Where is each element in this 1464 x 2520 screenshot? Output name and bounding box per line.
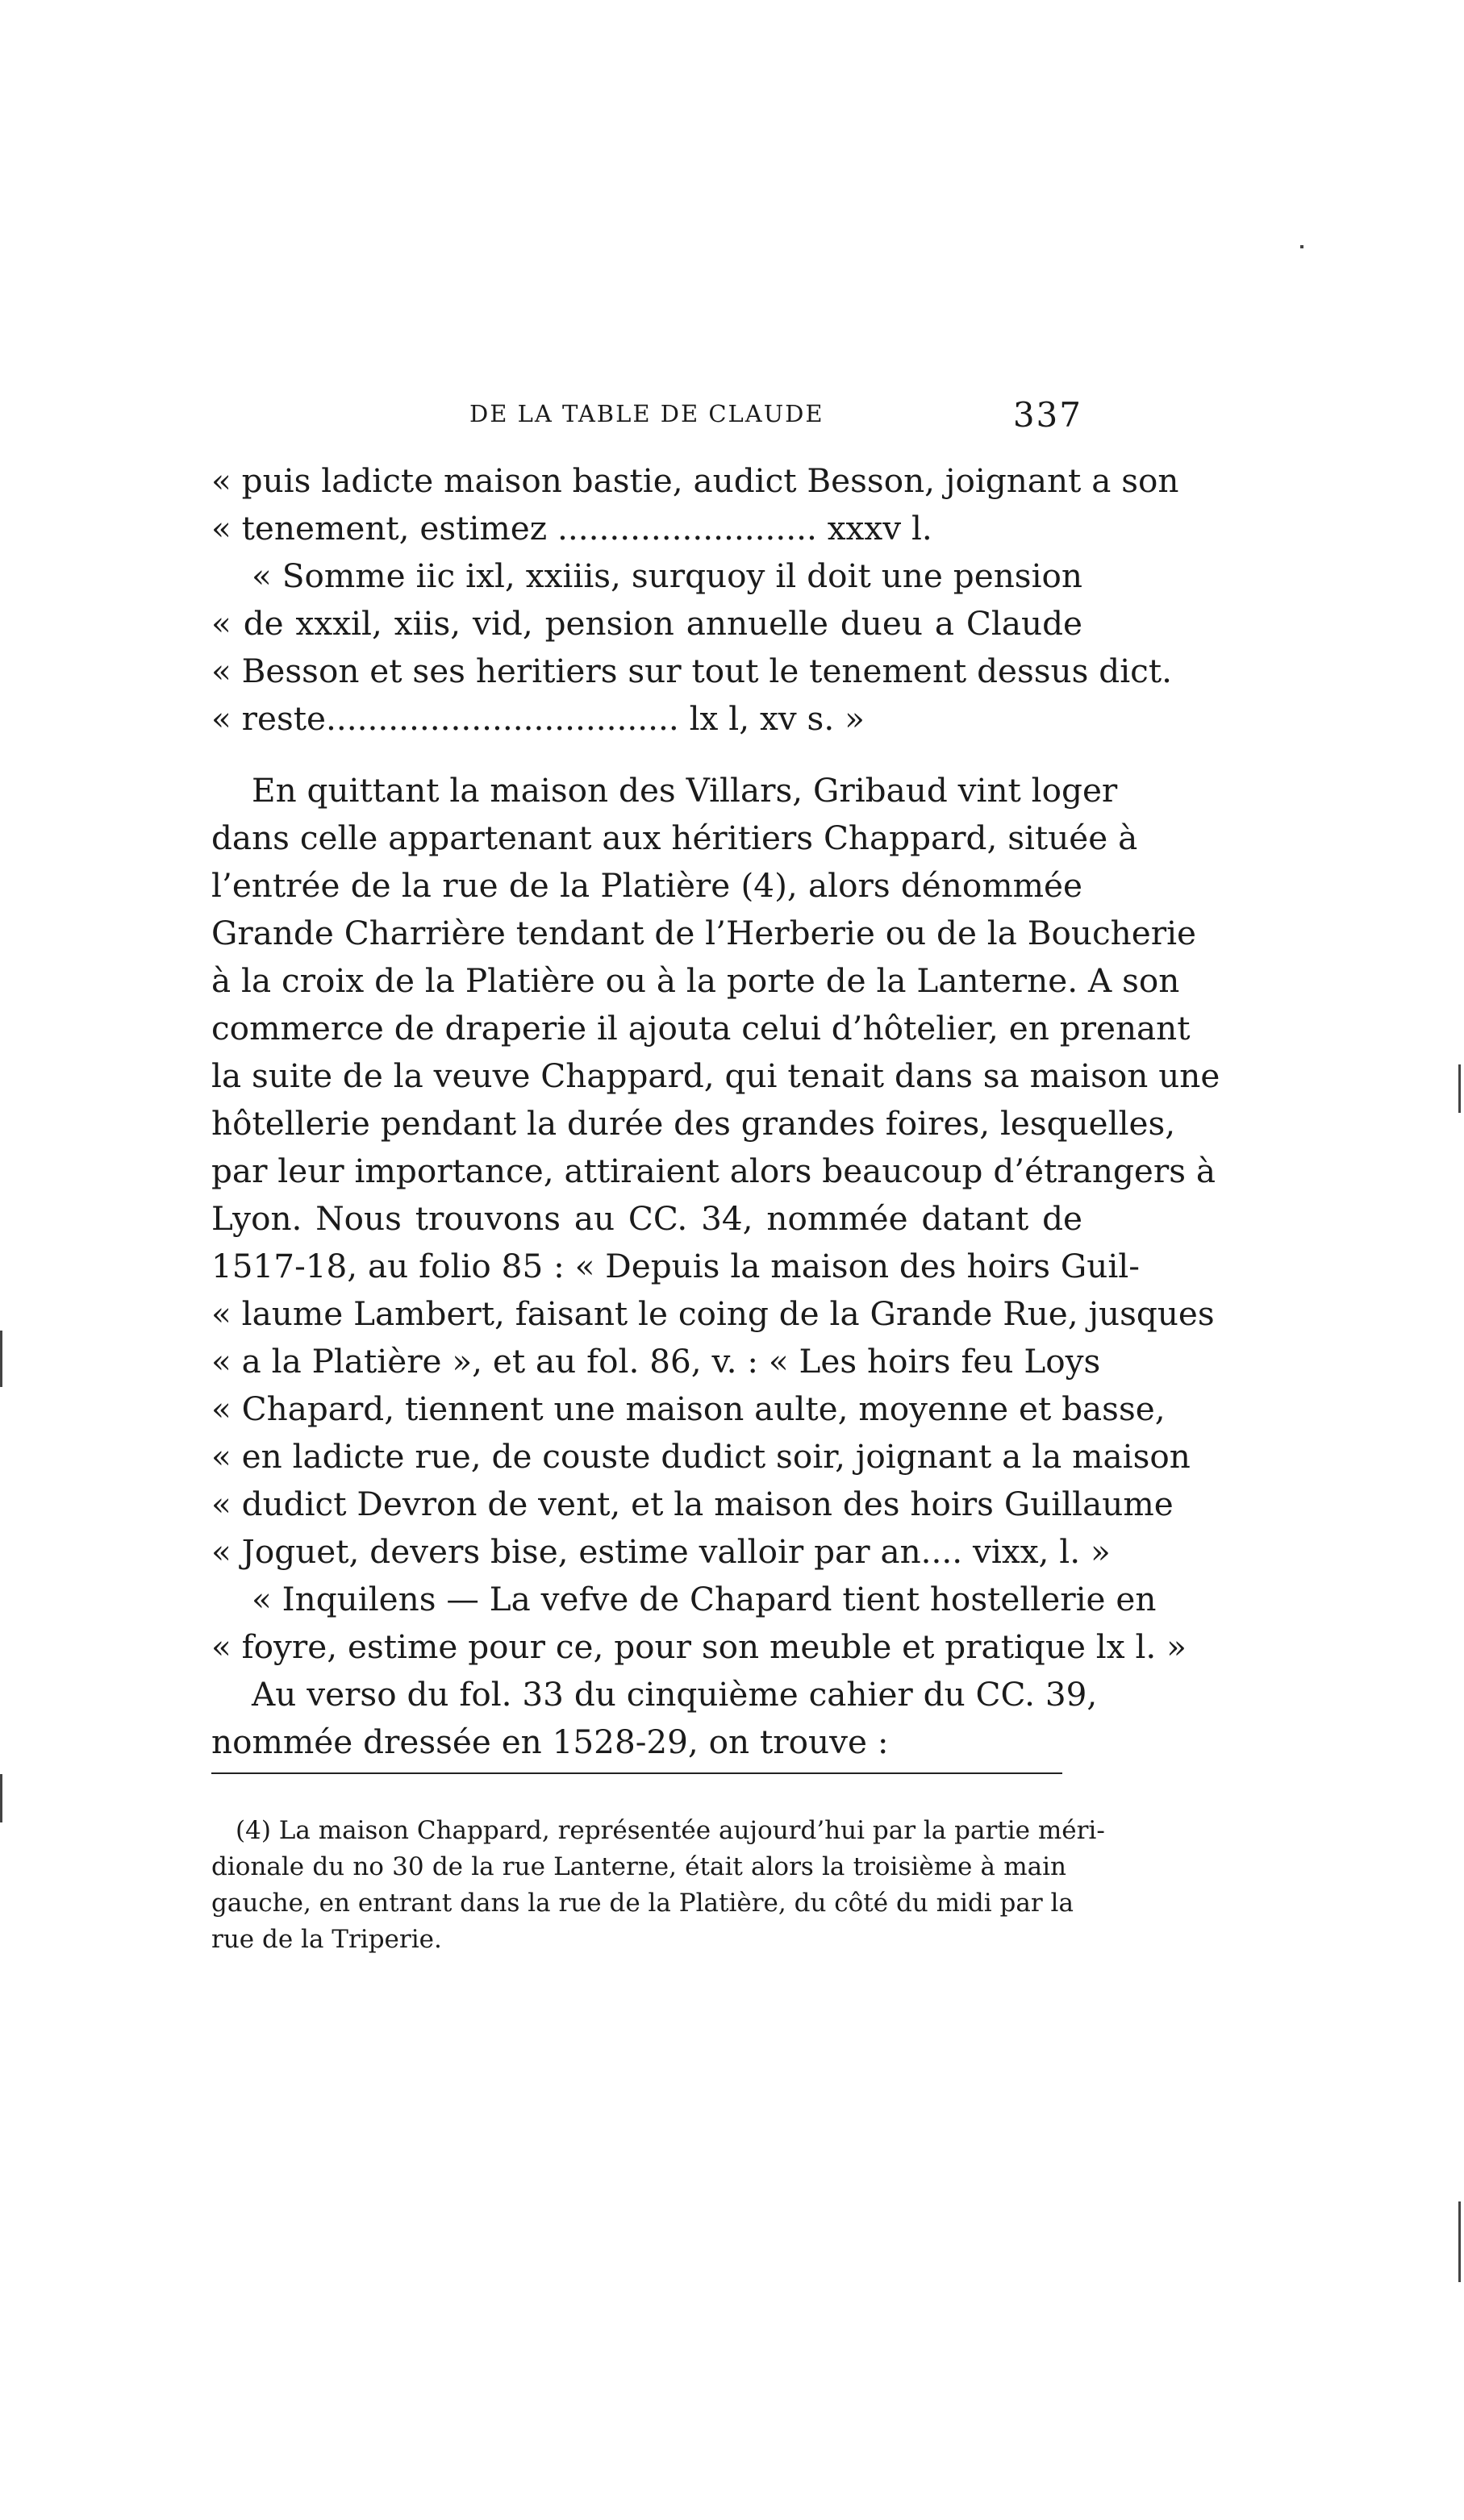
body-line: « a la Platière », et au fol. 86, v. : « Les hoirs feu Loys xyxy=(211,1342,1101,1381)
scan-dot xyxy=(1300,245,1303,248)
body-line: dans celle appartenant aux héritiers Chappard, située à xyxy=(211,818,1138,857)
body-line: « dudict Devron de vent, et la maison des hoirs Guillaume xyxy=(211,1485,1174,1523)
body-line: l’entrée de la rue de la Platière (4), alors dénommée xyxy=(211,866,1082,905)
body-line: « reste.................................. lx l, xv s. » xyxy=(211,699,865,738)
body-line: « Joguet, devers bise, estime valloir par an.... vixx, l. » xyxy=(211,1532,1111,1571)
body-line: « Besson et ses heritiers sur tout le tenement dessus dict. xyxy=(211,652,1172,690)
body-line: à la croix de la Platière ou à la porte de la Lanterne. A son xyxy=(211,961,1180,1000)
body-line: En quittant la maison des Villars, Gribaud vint loger xyxy=(252,771,1118,810)
body-line: « Inquilens — La vefve de Chapard tient hostellerie en xyxy=(252,1580,1157,1618)
body-line: par leur importance, attiraient alors beaucoup d’étrangers à xyxy=(211,1152,1216,1190)
body-line: « laume Lambert, faisant le coing de la Grande Rue, jusques xyxy=(211,1294,1215,1333)
footnote-line: (4) La maison Chappard, représentée aujourd’hui par la partie méri- xyxy=(236,1816,1105,1845)
footnote-line: rue de la Triperie. xyxy=(211,1925,442,1954)
page-header xyxy=(211,395,1082,444)
body-line: « tenement, estimez ......................... xxxv l. xyxy=(211,509,932,548)
body-line: la suite de la veuve Chappard, qui tenait dans sa maison une xyxy=(211,1056,1220,1095)
footnote-line: gauche, en entrant dans la rue de la Platière, du côté du midi par la xyxy=(211,1889,1074,1918)
body-line: commerce de draperie il ajouta celui d’hôtelier, en prenant xyxy=(211,1009,1191,1048)
scan-edge-mark xyxy=(1458,2201,1461,2282)
body-line: « foyre, estime pour ce, pour son meuble et pratique lx l. » xyxy=(211,1627,1187,1666)
scan-edge-mark xyxy=(0,1774,2,1822)
body-line: « en ladicte rue, de couste dudict soir, joignant a la maison xyxy=(211,1437,1191,1476)
body-line: « puis ladicte maison bastie, audict Besson, joignant a son xyxy=(211,461,1179,500)
scan-edge-mark xyxy=(1458,1064,1461,1113)
footnote-rule xyxy=(211,1772,1062,1774)
body-line: Au verso du fol. 33 du cinquième cahier du CC. 39, xyxy=(252,1675,1098,1714)
body-line: nommée dressée en 1528-29, on trouve : xyxy=(211,1722,889,1761)
body-line: Grande Charrière tendant de l’Herberie ou de la Boucherie xyxy=(211,914,1197,952)
body-line: hôtellerie pendant la durée des grandes foires, lesquelles, xyxy=(211,1104,1176,1143)
body-line: Lyon. Nous trouvons au CC. 34, nommée datant de xyxy=(211,1199,1082,1238)
footnote-line: dionale du no 30 de la rue Lanterne, était alors la troisième à main xyxy=(211,1852,1066,1881)
page-number: 337 xyxy=(1012,395,1082,435)
body-line: « de xxxil, xiis, vid, pension annuelle dueu a Claude xyxy=(211,604,1082,643)
body-line: « Chapard, tiennent une maison aulte, moyenne et basse, xyxy=(211,1389,1166,1428)
body-line: « Somme iic ixl, xxiiis, surquoy il doit une pension xyxy=(252,556,1082,595)
body-line: 1517-18, au folio 85 : « Depuis la maison des hoirs Guil- xyxy=(211,1247,1140,1285)
running-title: DE LA TABLE DE CLAUDE xyxy=(469,400,824,427)
scan-edge-mark xyxy=(0,1331,2,1387)
